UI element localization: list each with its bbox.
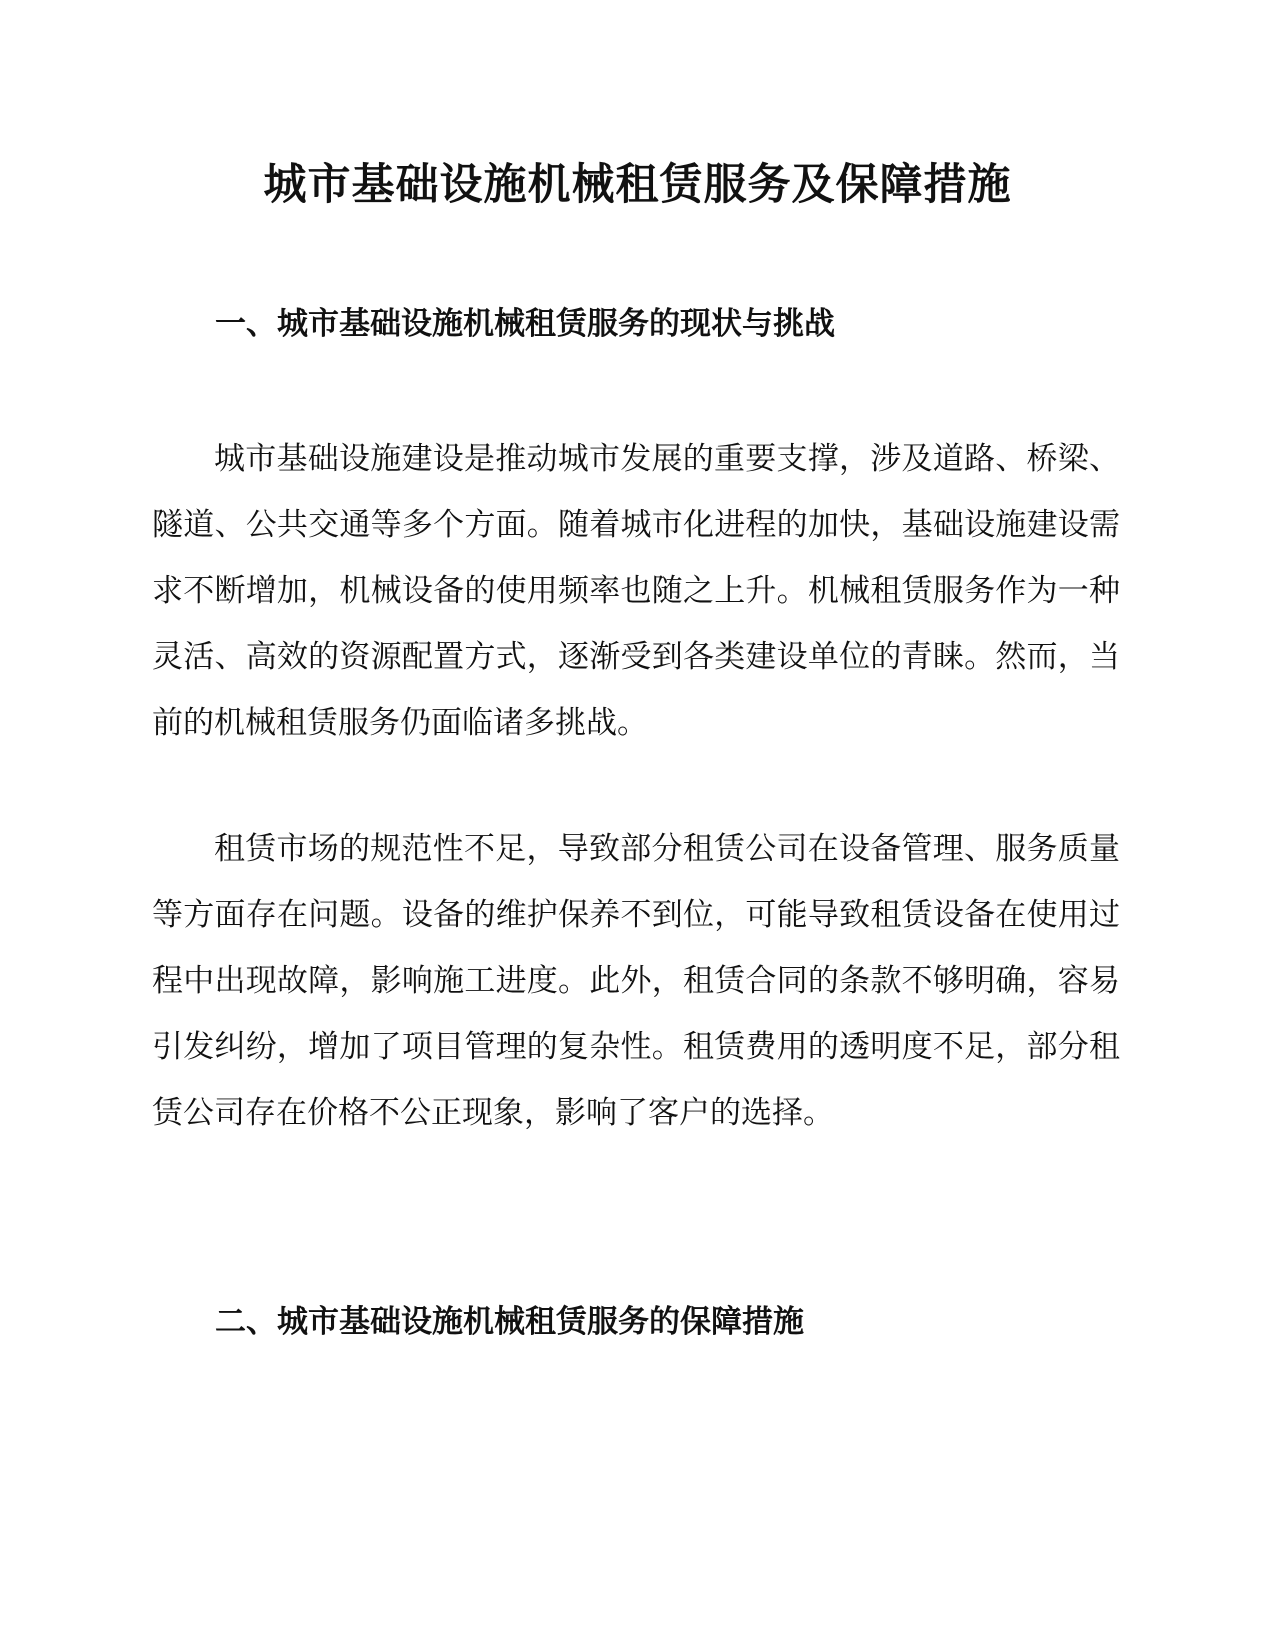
section-heading-2: 二、城市基础设施机械租赁服务的保障措施 xyxy=(215,1304,804,1340)
document-title: 城市基础设施机械租赁服务及保障措施 xyxy=(263,160,1012,210)
paragraph-1: 城市基础设施建设是推动城市发展的重要支撑，涉及道路、桥梁、隧道、公共交通等多个方面。随着城市化进程的加快，基础设施建设需求不断增加，机械设备的使用频率也随之上升。机械租赁服务作为一种灵活、高效的资源配置方式，逐渐受到各类建设单位的青睐。然而，当前的机械租赁服务仍面临诸多挑战。 xyxy=(152,441,1120,741)
section-heading-1: 一、城市基础设施机械租赁服务的现状与挑战 xyxy=(215,306,835,342)
paragraph-2: 租赁市场的规范性不足，导致部分租赁公司在设备管理、服务质量等方面存在问题。设备的维护保养不到位，可能导致租赁设备在使用过程中出现故障，影响施工进度。此外，租赁合同的条款不够明确，容易引发纠纷，增加了项目管理的复杂性。租赁费用的透明度不足，部分租赁公司存在价格不公正现象，影响了客户的选择。 xyxy=(152,831,1120,1131)
